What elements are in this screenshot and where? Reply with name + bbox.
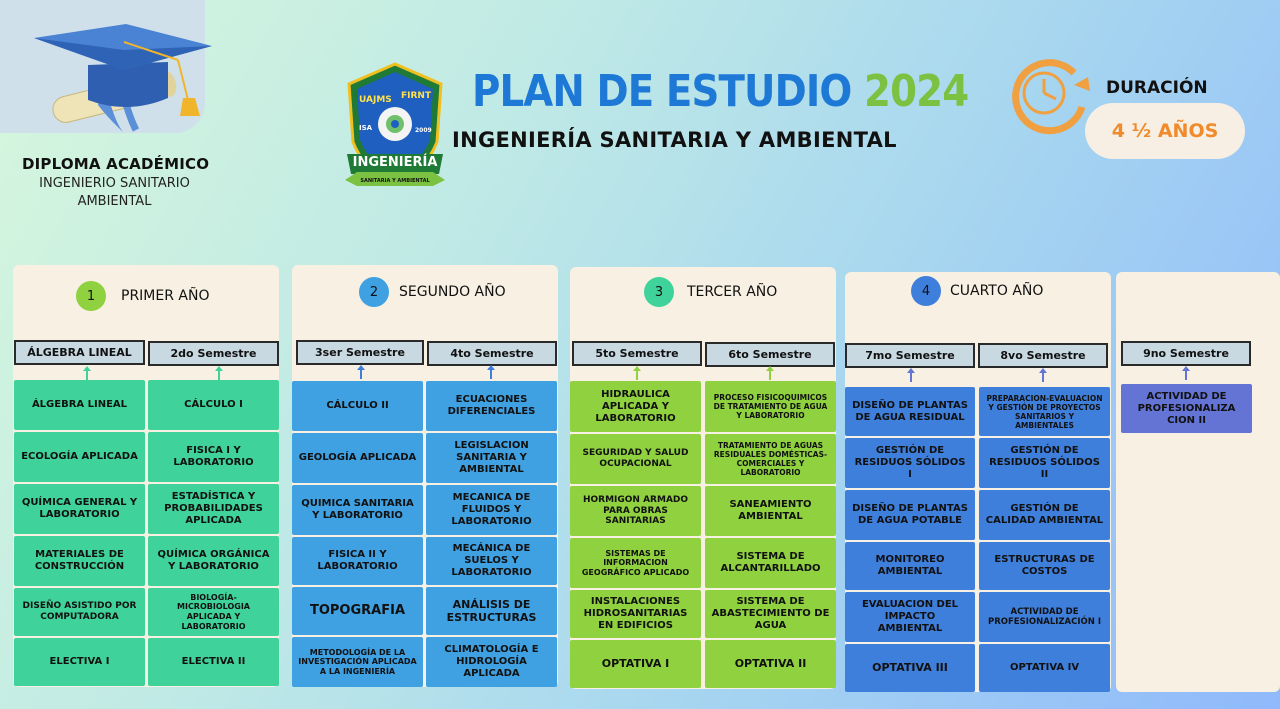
- year-name-4: CUARTO AÑO: [950, 283, 1044, 299]
- course-card: LEGISLACION SANITARIA Y AMBIENTAL: [426, 433, 557, 483]
- course-card: HORMIGON ARMADO PARA OBRAS SANITARIAS: [570, 486, 701, 536]
- course-card: SEGURIDAD Y SALUD OCUPACIONAL: [570, 434, 701, 484]
- title-year: 2024: [864, 66, 969, 117]
- course-card: ACTIVIDAD DE PROFESIONALIZACIÓN I: [979, 592, 1110, 642]
- arrow-up-icon: [86, 370, 88, 380]
- course-card: QUÍMICA ORGÁNICA Y LABORATORIO: [148, 536, 279, 586]
- page-title: [472, 66, 968, 117]
- logo-banner: INGENIERÍA: [352, 155, 438, 170]
- semester-header-8: 8vo Semestre: [978, 343, 1108, 368]
- course-card: SISTEMA DE ABASTECIMIENTO DE AGUA: [705, 590, 836, 638]
- arrow-up-icon: [769, 370, 771, 380]
- course-card: ESTADÍSTICA Y PROBABILIDADES APLICADA: [148, 484, 279, 534]
- course-card: DISEÑO ASISTIDO POR COMPUTADORA: [14, 588, 145, 636]
- course-card: GESTIÓN DE CALIDAD AMBIENTAL: [979, 490, 1110, 540]
- course-card: QUÍMICA GENERAL Y LABORATORIO: [14, 484, 145, 534]
- faculty-shield-logo: [345, 62, 445, 194]
- logo-text-left: UAJMS: [359, 95, 392, 105]
- duration-badge: 4 ½ AÑOS: [1085, 103, 1245, 159]
- title-text: PLAN DE ESTUDIO: [472, 66, 865, 117]
- course-card: OPTATIVA IV: [979, 644, 1110, 692]
- diploma-title: DIPLOMA ACADÉMICO: [22, 155, 210, 173]
- course-card: ELECTIVA II: [148, 638, 279, 686]
- course-card: GESTIÓN DE RESIDUOS SÓLIDOS II: [979, 438, 1110, 488]
- course-card: TRATAMIENTO DE AGUAS RESIDUALES DOMÉSTICAS-COMERCIALES Y LABORATORIO: [705, 434, 836, 484]
- page-subtitle: INGENIERÍA SANITARIA Y AMBIENTAL: [452, 128, 897, 152]
- course-card: SISTEMA DE ALCANTARILLADO: [705, 538, 836, 588]
- course-card: MATERIALES DE CONSTRUCCIÓN: [14, 536, 145, 586]
- semester-header-5: 5to Semestre: [572, 341, 702, 366]
- course-card: METODOLOGÍA DE LA INVESTIGACIÓN APLICADA A LA INGENIERÍA: [292, 637, 423, 687]
- course-card: TOPOGRAFIA: [292, 587, 423, 635]
- graduation-cap-icon: [28, 20, 218, 135]
- year-name-1: PRIMER AÑO: [121, 288, 210, 304]
- course-card: OPTATIVA I: [570, 640, 701, 688]
- arrow-up-icon: [218, 370, 220, 380]
- year-number-4: 4: [911, 276, 941, 306]
- course-card: SANEAMIENTO AMBIENTAL: [705, 486, 836, 536]
- course-card: QUIMICA SANITARIA Y LABORATORIO: [292, 485, 423, 535]
- semester-header-9: 9no Semestre: [1121, 341, 1251, 366]
- course-card: SISTEMAS DE INFORMACION GEOGRÁFICO APLICADO: [570, 538, 701, 588]
- year-name-3: TERCER AÑO: [687, 284, 778, 300]
- duration-label: DURACIÓN: [1106, 78, 1208, 98]
- logo-text-year: 2009: [415, 127, 432, 134]
- year-number-2: 2: [359, 277, 389, 307]
- course-card: BIOLOGÍA-MICROBIOLOGIA APLICADA Y LABORATORIO: [148, 588, 279, 636]
- course-card: ECUACIONES DIFERENCIALES: [426, 381, 557, 431]
- course-card: CLIMATOLOGÍA E HIDROLOGÍA APLICADA: [426, 637, 557, 687]
- course-card: GEOLOGÍA APLICADA: [292, 433, 423, 483]
- course-card: PREPARACION-EVALUACION Y GESTIÓN DE PROYECTOS SANITARIOS Y AMBIENTALES: [979, 387, 1110, 436]
- course-card: CÁLCULO I: [148, 380, 279, 430]
- semester-header-4: 4to Semestre: [427, 341, 557, 366]
- clock-icon: [1004, 55, 1096, 137]
- arrow-up-icon: [636, 370, 638, 380]
- course-card: OPTATIVA III: [845, 644, 975, 692]
- course-card: PROCESO FISICOQUIMICOS DE TRATAMIENTO DE AGUA Y LABORATORIO: [705, 381, 836, 432]
- arrow-up-icon: [490, 369, 492, 379]
- course-card: MECÁNICA DE SUELOS Y LABORATORIO: [426, 537, 557, 585]
- semester-header-1: ÁLGEBRA LINEAL: [14, 340, 145, 365]
- logo-banner-sub: SANITARIA Y AMBIENTAL: [360, 178, 430, 184]
- year-number-1: 1: [76, 281, 106, 311]
- semester-header-3: 3ser Semestre: [296, 340, 424, 365]
- course-card: MONITOREO AMBIENTAL: [845, 542, 975, 590]
- course-card: DISEÑO DE PLANTAS DE AGUA POTABLE: [845, 490, 975, 540]
- semester-header-6: 6to Semestre: [705, 342, 835, 367]
- course-card: MECANICA DE FLUIDOS Y LABORATORIO: [426, 485, 557, 535]
- arrow-up-icon: [1042, 372, 1044, 382]
- course-card: FISICA II Y LABORATORIO: [292, 537, 423, 585]
- year-number-3: 3: [644, 277, 674, 307]
- course-card: CÁLCULO II: [292, 381, 423, 431]
- logo-text-isa: ISA: [359, 124, 373, 132]
- year-panel-5: [1116, 272, 1280, 692]
- course-card: ELECTIVA I: [14, 638, 145, 686]
- arrow-up-icon: [910, 372, 912, 382]
- course-card: ÁLGEBRA LINEAL: [14, 380, 145, 430]
- course-card: ESTRUCTURAS DE COSTOS: [979, 542, 1110, 590]
- course-card: ECOLOGÍA APLICADA: [14, 432, 145, 482]
- course-card: ANÁLISIS DE ESTRUCTURAS: [426, 587, 557, 635]
- course-card: OPTATIVA II: [705, 640, 836, 688]
- semester-header-2: 2do Semestre: [148, 341, 279, 366]
- course-card: INSTALACIONES HIDROSANITARIAS EN EDIFICIOS: [570, 590, 701, 638]
- course-card: DISEÑO DE PLANTAS DE AGUA RESIDUAL: [845, 387, 975, 436]
- arrow-up-icon: [1185, 370, 1187, 380]
- course-card: HIDRAULICA APLICADA Y LABORATORIO: [570, 381, 701, 432]
- logo-text-right: FIRNT: [401, 91, 432, 101]
- course-card: EVALUACION DEL IMPACTO AMBIENTAL: [845, 592, 975, 642]
- course-card: GESTIÓN DE RESIDUOS SÓLIDOS I: [845, 438, 975, 488]
- course-card: FISICA I Y LABORATORIO: [148, 432, 279, 482]
- year-name-2: SEGUNDO AÑO: [399, 284, 506, 300]
- course-card: ACTIVIDAD DE PROFESIONALIZA CION II: [1121, 384, 1252, 433]
- semester-header-7: 7mo Semestre: [845, 343, 975, 368]
- arrow-up-icon: [360, 369, 362, 379]
- diploma-subtitle: INGENIERIO SANITARIO AMBIENTAL: [39, 176, 190, 209]
